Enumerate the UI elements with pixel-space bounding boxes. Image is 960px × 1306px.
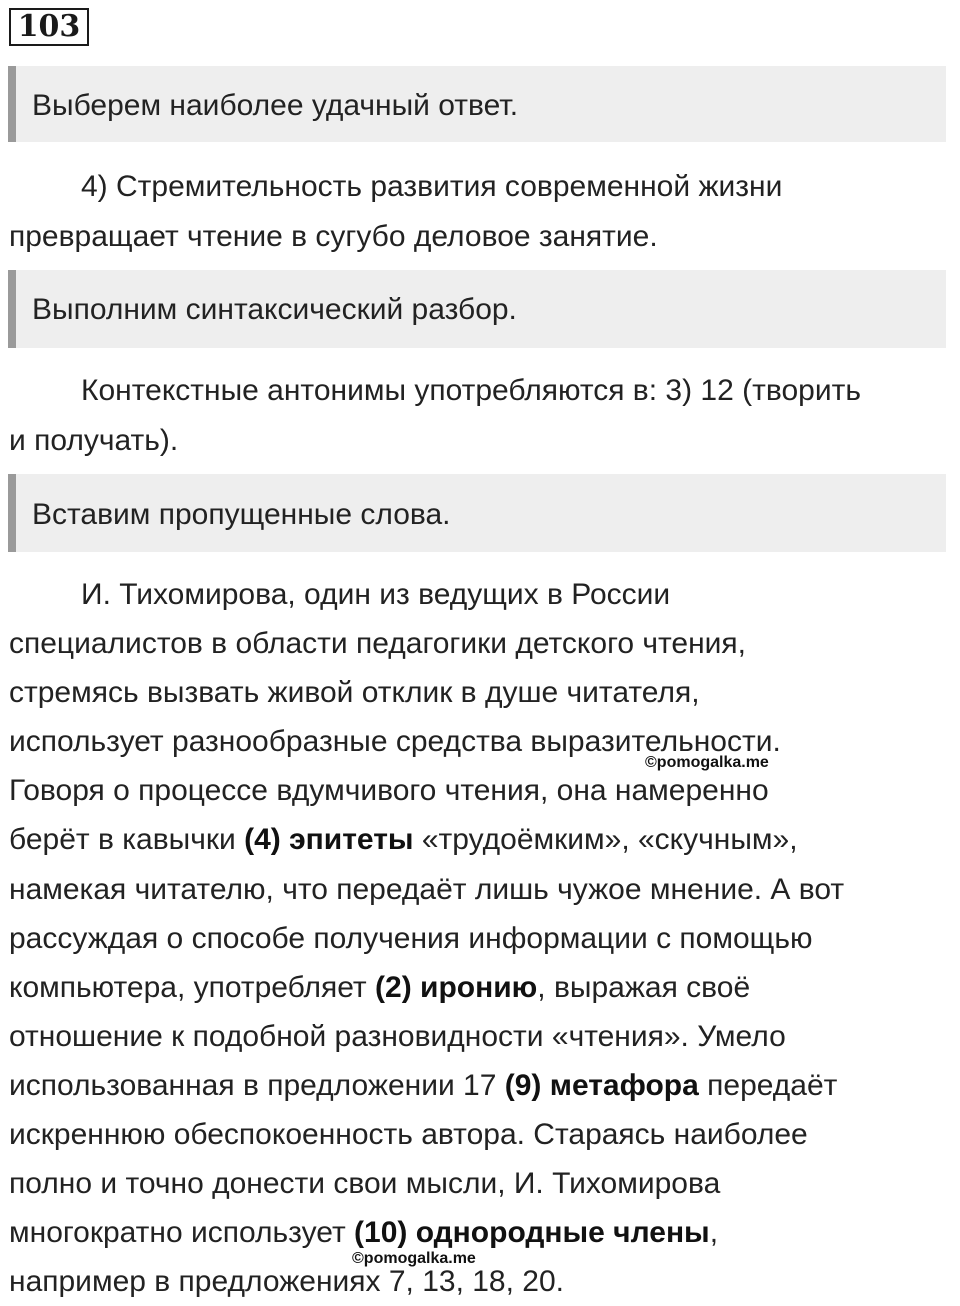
- text-line: Говоря о процессе вдумчивого чтения, она намеренно: [9, 774, 769, 808]
- text-line: рассуждая о способе получения информации с помощью: [9, 921, 813, 955]
- text-line: полно и точно донести свои мысли, И. Тихомирова: [9, 1167, 721, 1201]
- text-segment: «трудоёмким», «скучным»,: [413, 823, 798, 857]
- text-line: [9, 162, 954, 212]
- section-header-answer-choice: Выберем наиболее удачный ответ.: [8, 66, 946, 142]
- answer-line: 4) Стремительность развития современной жизни: [81, 170, 783, 203]
- text-line: [9, 570, 954, 619]
- syntax-analysis-paragraph: [9, 366, 954, 466]
- text-segment: ,: [709, 1216, 719, 1250]
- section-header-syntax-analysis: Выполним синтаксический разбор.: [8, 270, 946, 348]
- text-segment: использованная в предложении 17: [9, 1068, 505, 1102]
- inserted-term: (10) однородные члены: [354, 1216, 710, 1250]
- answer-line: превращает чтение в сугубо деловое занятие.: [9, 220, 658, 253]
- text-line: отношение к подобной разновидности «чтения». Умело: [9, 1019, 786, 1053]
- text-line: специалистов в области педагогики детского чтения,: [9, 627, 747, 661]
- text-segment: передаёт: [698, 1068, 838, 1102]
- text-line: [9, 1208, 954, 1257]
- inserted-term: (4) эпитеты: [244, 823, 414, 857]
- text-line: стремясь вызвать живой отклик в душе читателя,: [9, 676, 700, 710]
- text-segment: берёт в кавычки: [9, 823, 245, 857]
- answer-choice-paragraph: [9, 162, 954, 262]
- text-line: [9, 1061, 954, 1110]
- inserted-term: (2) иронию: [375, 970, 538, 1004]
- text-segment: И. Тихомирова, один из ведущих в России: [81, 578, 671, 611]
- text-segment: компьютера, употребляет: [9, 970, 376, 1004]
- text-line: использует разнообразные средства выразительности.: [9, 725, 781, 759]
- task-number: 103: [9, 8, 89, 46]
- text-line: например в предложениях 7, 13, 18, 20.: [9, 1265, 564, 1299]
- text-line: [9, 963, 954, 1012]
- text-segment: , выражая своё: [537, 970, 751, 1004]
- text-line: [9, 815, 954, 864]
- section-header-fill-words: Вставим пропущенные слова.: [8, 474, 946, 552]
- text-line: намекая читателю, что передаёт лишь чужое мнение. А вот: [9, 872, 845, 906]
- text-segment: многократно использует: [9, 1216, 355, 1250]
- text-line: искреннюю обеспокоенность автора. Стараясь наиболее: [9, 1118, 808, 1152]
- watermark: ©pomogalka.me: [645, 754, 769, 771]
- watermark: ©pomogalka.me: [352, 1250, 476, 1267]
- answer-line: и получать).: [9, 424, 179, 457]
- text-line: [9, 366, 954, 416]
- inserted-term: (9) метафора: [504, 1068, 699, 1102]
- answer-line: Контекстные антонимы употребляются в: 3) 12 (творить: [81, 374, 861, 407]
- fill-words-paragraph: [9, 570, 954, 1306]
